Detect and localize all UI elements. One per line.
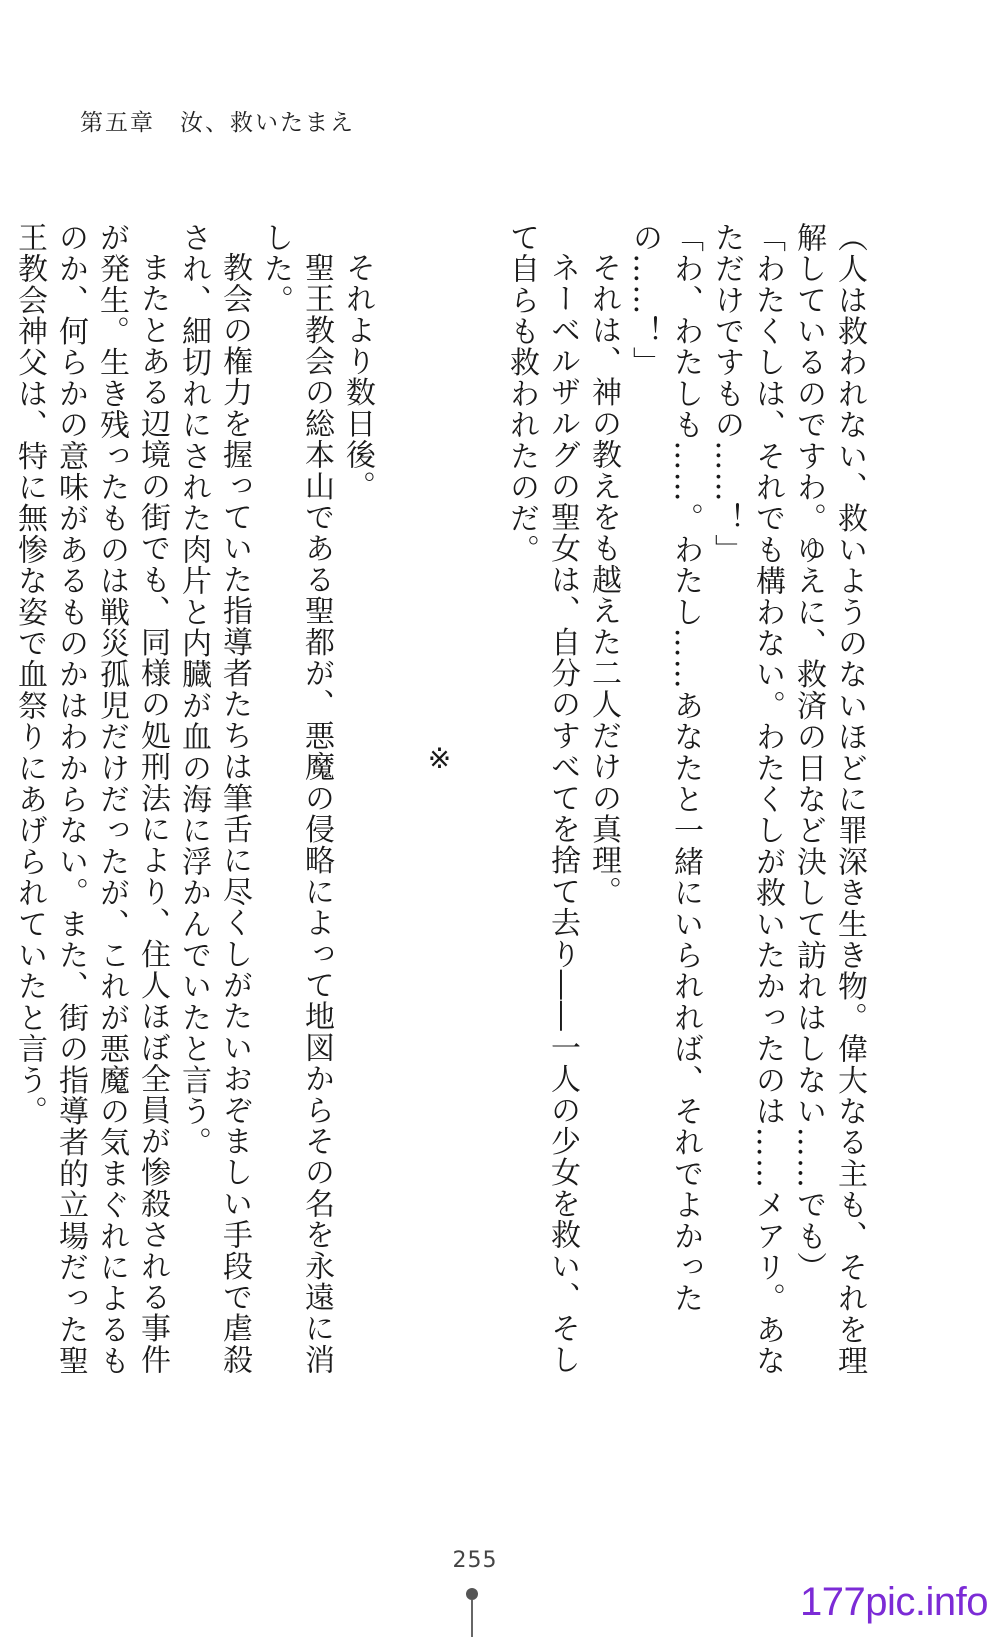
paragraph: 聖王教会の総本山である聖都が、悪魔の侵略によって地図からその名を永遠に消した。: [258, 222, 334, 1376]
paragraph: ネーベルザルグの聖女は、自分のすべてを捨て去り――一人の少女を救い、そして自らも救われたのだ。: [504, 222, 580, 1376]
paragraph: それより数日後。: [340, 252, 375, 502]
paragraph: またとある辺境の街でも、同様の処刑法により、住人ほぼ全員が惨殺される事件が発生。生き残ったものは戦災孤児だけだったが、これが悪魔の気まぐれによるものか、何らかの意味があるものかはわからない。また、街の指導者的立場だった聖王教会神父は、特に無惨な姿で血祭りにあげられていたと言う。: [12, 222, 170, 1377]
page-number: 255: [452, 1548, 498, 1573]
paragraph: （人は救われない、救いようのないほどに罪深き生き物。偉大なる主も、それを理解しているのですわ。ゆえに、救済の日など決して訪れはしない……でも）: [791, 222, 867, 1377]
paragraph: 教会の権力を握っていた指導者たちは筆舌に尽くしがたいおぞましい手段で虐殺され、細切れにされた肉片と内臓が血の海に浮かんでいたと言う。: [176, 222, 252, 1376]
paragraph: それは、神の教えをも越えた二人だけの真理。: [586, 252, 621, 908]
site-watermark: 177pic.info: [800, 1580, 988, 1624]
paragraph: 「わ、わたしも……。わたし……あなたと一緒にいられれば、それでよかったの……！」: [627, 222, 703, 1314]
running-head-chapter-title: 第五章 汝、救いたまえ: [80, 110, 355, 136]
paragraph: 「わたくしは、それでも構わない。わたくしが救いたかったのは……メアリ。あなただけですもの……！」: [709, 222, 785, 1377]
page-marker-dot: [466, 1588, 478, 1600]
section-separator: ※: [423, 742, 456, 777]
vertical-body-text: [12, 222, 870, 1392]
page-marker-stem: [471, 1600, 473, 1637]
